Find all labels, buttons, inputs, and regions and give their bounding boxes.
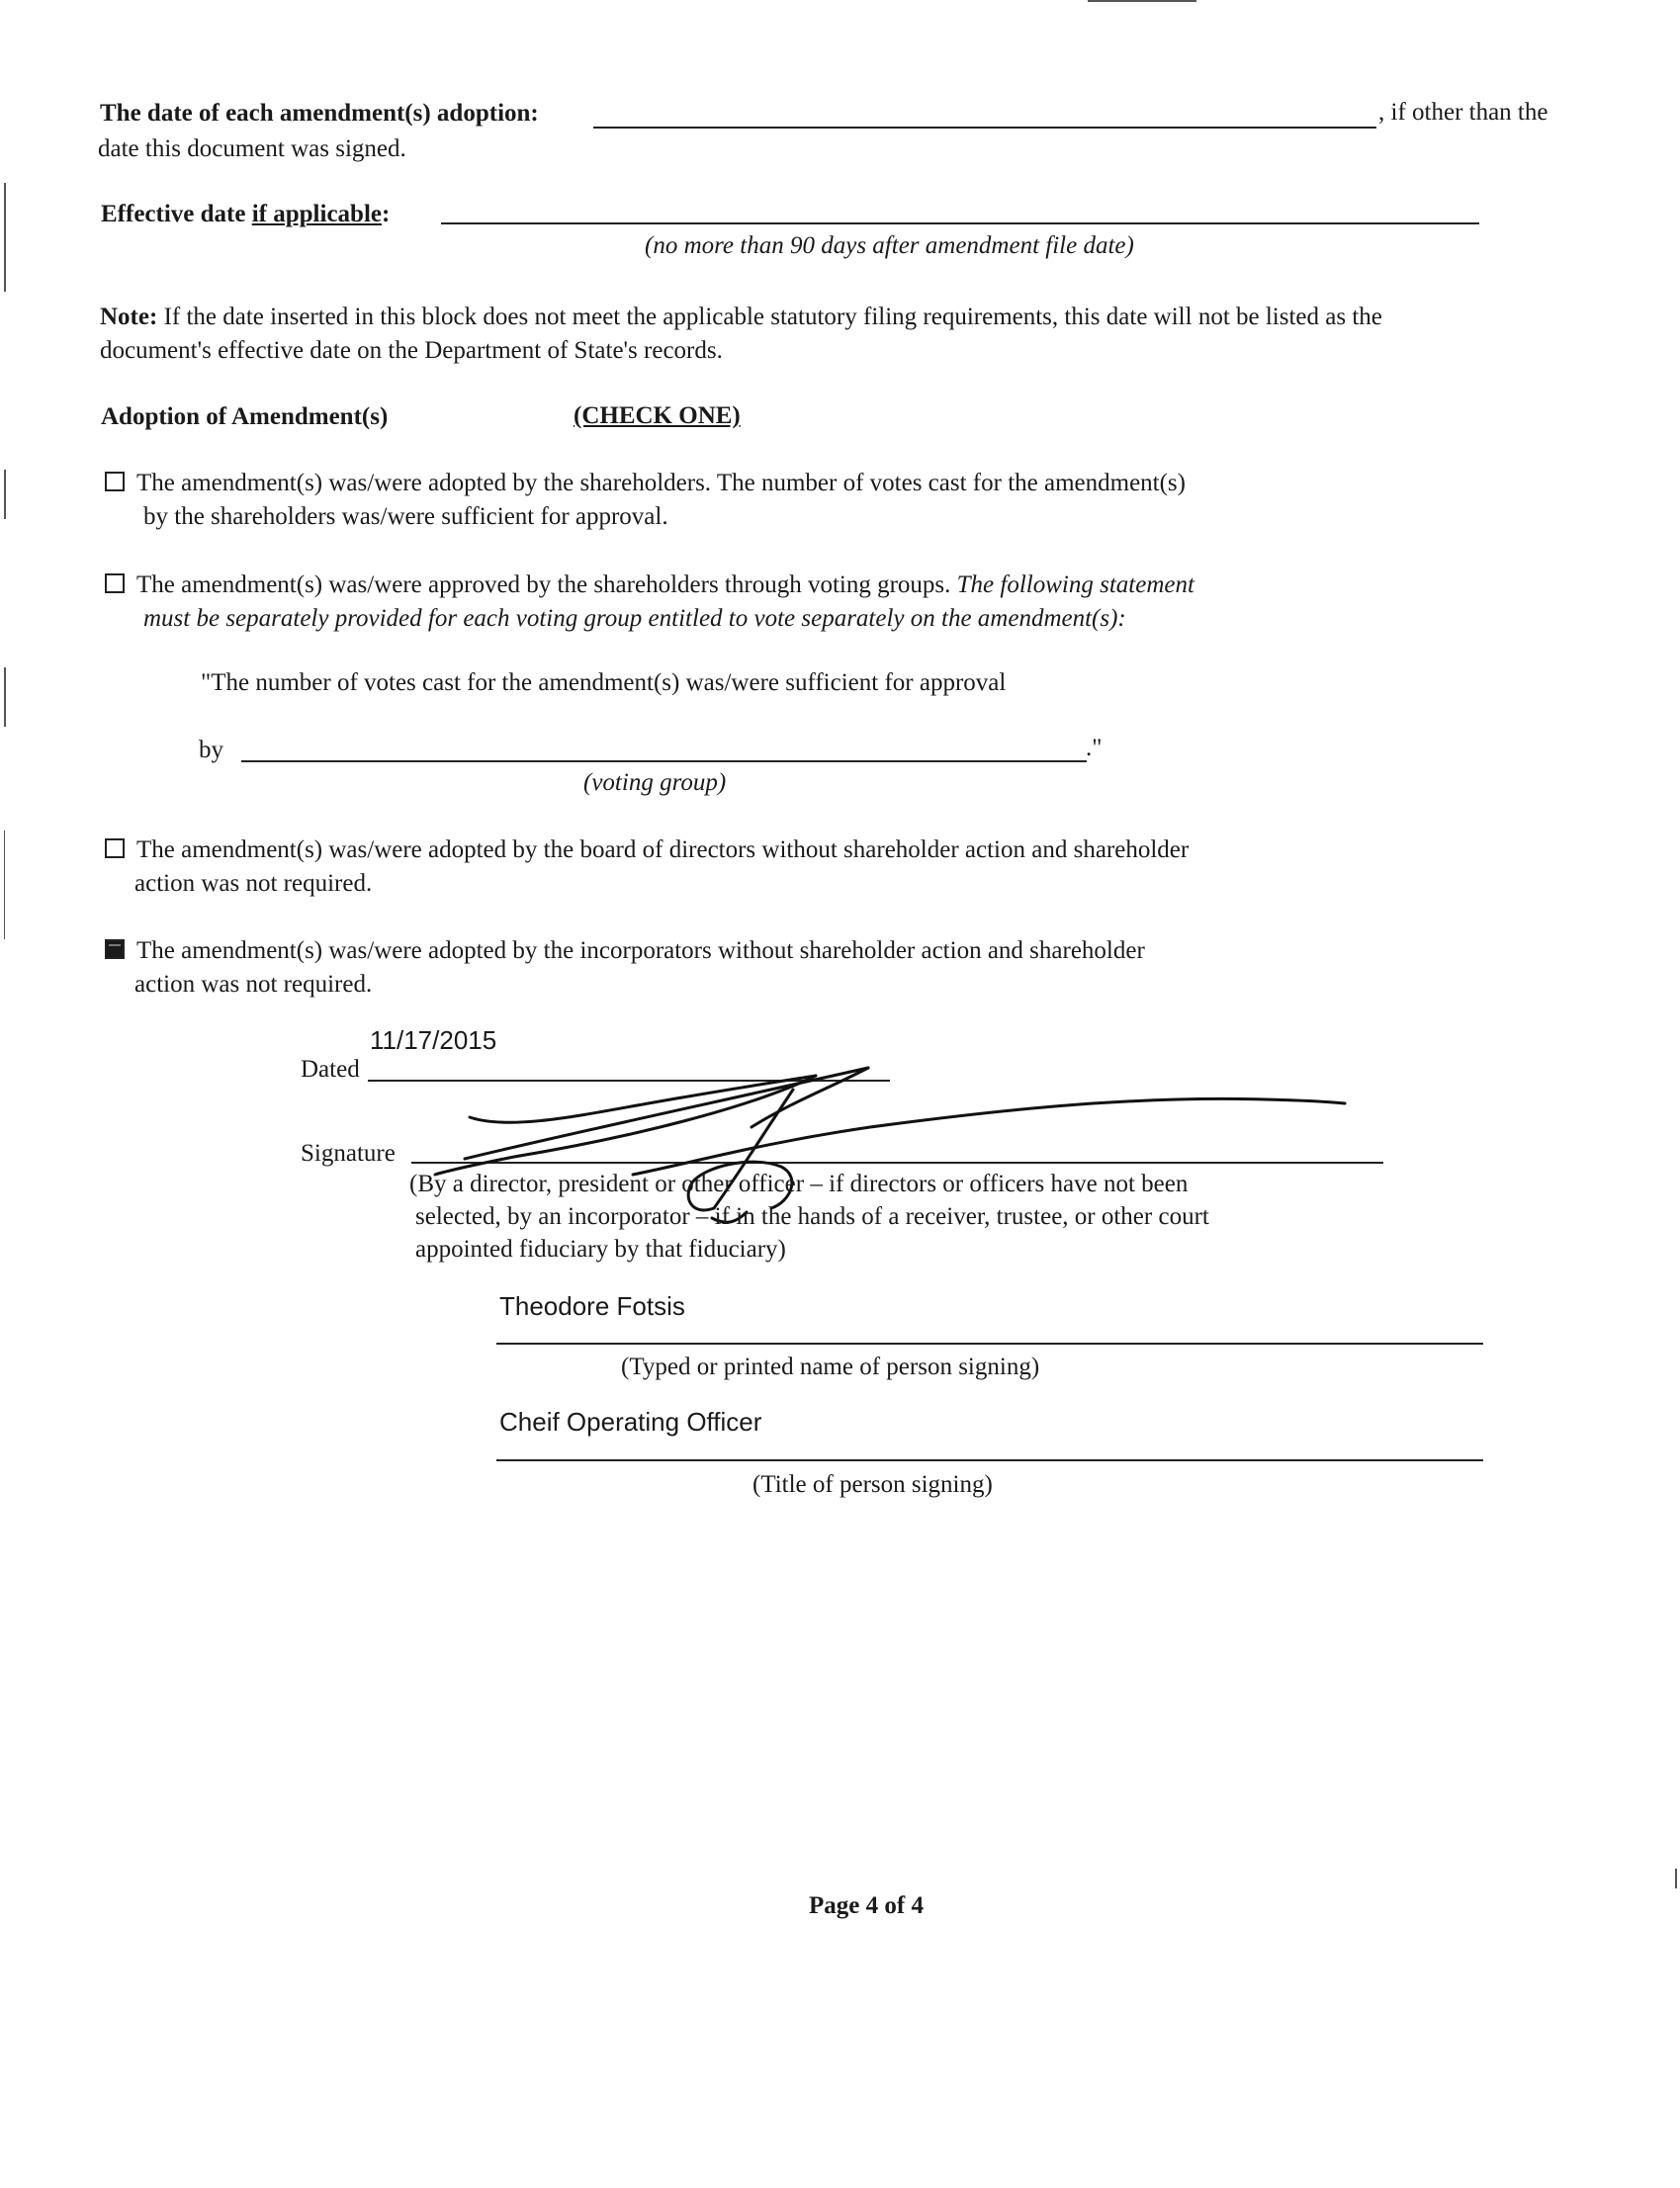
amendment-adoption-date-line[interactable] xyxy=(593,127,1376,129)
scan-mark xyxy=(4,470,6,519)
option-2-by-end: ." xyxy=(1086,735,1103,761)
effective-date-label-underlined: if applicable xyxy=(251,201,382,227)
effective-date-line[interactable] xyxy=(441,222,1479,224)
dated-label: Dated xyxy=(301,1056,360,1083)
signature-instructions-line-1: (By a director, president or other officer – if directors or officers have not been xyxy=(409,1171,1189,1197)
note-line-1 xyxy=(100,301,1579,334)
option-2-by-label: by xyxy=(199,737,223,763)
printed-name-caption: (Typed or printed name of person signing) xyxy=(621,1354,1040,1380)
signature-instructions-line-3: appointed fiduciary by that fiduciary) xyxy=(415,1236,786,1263)
signer-title-line[interactable] xyxy=(496,1459,1483,1461)
effective-date-label-prefix: Effective date xyxy=(101,201,252,227)
effective-date-label xyxy=(101,198,390,231)
page-number: Page 4 of 4 xyxy=(809,1892,924,1919)
scan-mark xyxy=(4,831,5,939)
option-3-checkbox[interactable] xyxy=(105,838,125,858)
note-label: Note: xyxy=(100,304,158,330)
amendment-adoption-label: The date of each amendment(s) adoption: xyxy=(100,100,539,127)
effective-date-note: (no more than 90 days after amendment file date) xyxy=(645,232,1134,259)
option-3-line-2: action was not required. xyxy=(134,870,373,897)
option-2-line-1-plain: The amendment(s) was/were approved by the shareholders through voting groups. xyxy=(136,571,957,598)
option-2-quote-line: "The number of votes cast for the amendment(s) was/were sufficient for approval xyxy=(201,669,1007,696)
note-line-2: document's effective date on the Department of State's records. xyxy=(100,337,723,364)
option-4-line-2: action was not required. xyxy=(134,971,373,998)
amendment-adoption-suffix: , if other than the xyxy=(1378,99,1548,126)
voting-group-caption: (voting group) xyxy=(583,769,727,796)
adoption-heading: Adoption of Amendment(s) xyxy=(101,403,389,430)
option-2-line-1 xyxy=(136,569,1194,602)
option-4-checkbox-checked[interactable] xyxy=(105,939,125,959)
option-2-checkbox[interactable] xyxy=(105,573,125,593)
signature-label: Signature xyxy=(301,1140,396,1167)
scan-mark xyxy=(4,667,6,727)
option-3-line-1: The amendment(s) was/were adopted by the board of directors without shareholder action and shareholder xyxy=(136,836,1190,863)
option-1-checkbox[interactable] xyxy=(105,472,125,491)
effective-date-label-colon: : xyxy=(381,201,391,227)
printed-name: Theodore Fotsis xyxy=(499,1291,685,1321)
option-1-line-1: The amendment(s) was/were adopted by the shareholders. The number of votes cast for the amendment(s) xyxy=(136,470,1186,496)
scan-mark xyxy=(1088,0,1196,2)
signature-line[interactable] xyxy=(411,1162,1383,1164)
dated-line[interactable] xyxy=(368,1080,890,1082)
printed-name-line[interactable] xyxy=(496,1343,1483,1345)
option-1-line-2: by the shareholders was/were sufficient for approval. xyxy=(143,503,668,530)
signer-title: Cheif Operating Officer xyxy=(499,1407,762,1437)
signature-instructions-line-2: selected, by an incorporator – if in the hands of a receiver, trustee, or other court xyxy=(415,1203,1209,1230)
scan-mark xyxy=(4,183,6,292)
dated-value: 11/17/2015 xyxy=(370,1025,497,1055)
voting-group-line[interactable] xyxy=(241,760,1087,762)
check-one-instruction: (CHECK ONE) xyxy=(574,402,741,429)
signer-title-caption: (Title of person signing) xyxy=(752,1471,993,1498)
scan-mark xyxy=(1675,1869,1677,1888)
option-2-line-1-italic: The following statement xyxy=(956,571,1194,598)
option-2-line-2: must be separately provided for each voting group entitled to vote separately on the amendment(s): xyxy=(143,605,1126,632)
amendment-adoption-continuation: date this document was signed. xyxy=(98,135,406,162)
option-4-line-1: The amendment(s) was/were adopted by the incorporators without shareholder action and shareholder xyxy=(136,937,1145,964)
note-text-1: If the date inserted in this block does not meet the applicable statutory filing requirements, this date will not be listed as the xyxy=(163,304,1382,330)
